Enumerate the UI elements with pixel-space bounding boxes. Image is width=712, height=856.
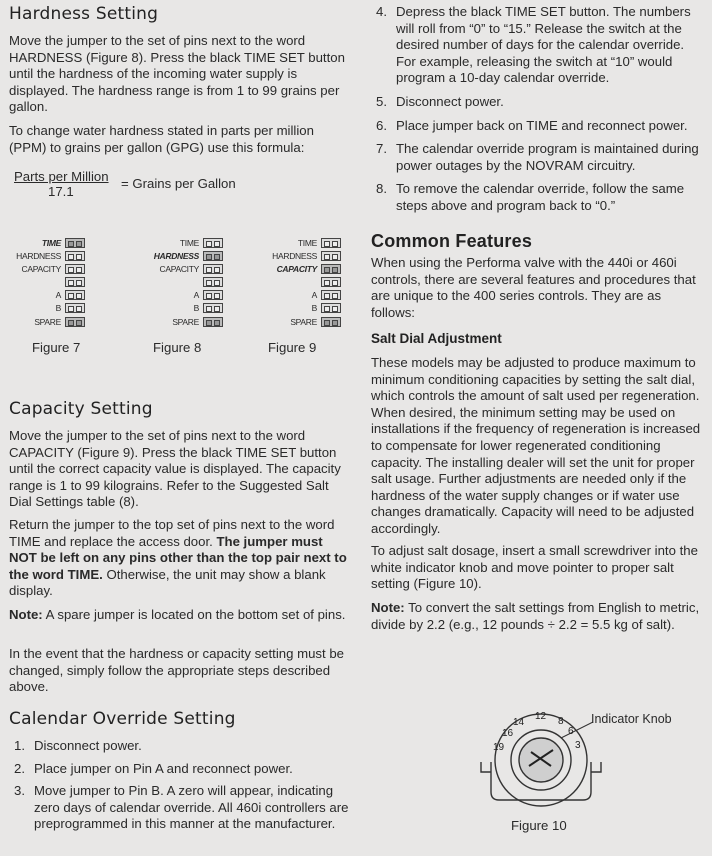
salt-dial-heading: Salt Dial Adjustment bbox=[371, 331, 502, 346]
pin-label-spare: SPARE bbox=[34, 317, 61, 327]
figure-8-caption: Figure 8 bbox=[153, 340, 202, 355]
salt-dial-paragraph-1: These models may be adjusted to produce maximum to minimum conditioning capacities by setting the salt dial, which controls the amount of salt used per regeneration. When desired, the minimum setting may be used on installations if the frequency of regeneration is increased to compensate for lower regenerated conditioning capacity. The installing dealer will set the unit for proper salt usage. Further adjustments are needed only if the hardness of the water supply changes or if water use changes dramatically. Capacity will need to be adjusted accordingly. bbox=[371, 355, 701, 536]
pin-pair bbox=[203, 303, 223, 313]
pin-label-b: B bbox=[193, 303, 199, 313]
figure-9-caption: Figure 9 bbox=[268, 340, 317, 355]
hardness-paragraph-1: Move the jumper to the set of pins next to the word HARDNESS (Figure 8). Press the black TIME SET button until the hardness of the incoming water supply is displayed. The hardness range is from 1 to 99 grains per gallon. bbox=[9, 33, 345, 115]
note-label: Note: bbox=[371, 600, 405, 615]
formula-denominator: 17.1 bbox=[48, 184, 74, 199]
pin-pair bbox=[65, 251, 85, 261]
pin-pair bbox=[321, 251, 341, 261]
dial-number-16: 16 bbox=[502, 728, 514, 739]
note-label: Note: bbox=[9, 607, 43, 622]
figure-8-pin-diagram bbox=[147, 238, 227, 334]
salt-dial-paragraph-2: To adjust salt dosage, insert a small screwdriver into the white indicator knob and move pointer to proper salt setting (Figure 10). bbox=[371, 543, 698, 592]
capacity-p2-warning: The jumper must NOT be left on any pins other than the top pair next to the word TIME. bbox=[9, 533, 347, 582]
pin-label-capacity: CAPACITY bbox=[21, 264, 61, 274]
pin-label-b: B bbox=[311, 303, 317, 313]
dial-number-8: 8 bbox=[558, 716, 564, 727]
spare-jumper-note bbox=[9, 607, 349, 624]
figure-9-pin-diagram bbox=[265, 238, 345, 334]
pin-label-spare: SPARE bbox=[172, 317, 199, 327]
list-item: 5. Disconnect power. bbox=[376, 93, 504, 109]
list-item: 8. To remove the calendar override, follow the same steps above and program back to “0.” bbox=[376, 181, 685, 213]
dial-number-12: 12 bbox=[535, 711, 547, 722]
pin-label-b: B bbox=[55, 303, 61, 313]
pin-label-spare: SPARE bbox=[290, 317, 317, 327]
pin-label-capacity: CAPACITY bbox=[159, 264, 199, 274]
capacity-paragraph-1: Move the jumper to the set of pins next to the word CAPACITY (Figure 9). Press the black TIME SET button until the correct capacity value is displayed. The capacity range is 1 to 99 kilograins. Refer to the Suggested Salt Dial Settings table (8). bbox=[9, 428, 341, 510]
dial-number-19: 19 bbox=[493, 742, 505, 753]
calendar-steps-continued bbox=[371, 4, 707, 215]
pin-pair bbox=[65, 277, 85, 287]
dial-number-6: 6 bbox=[568, 726, 574, 737]
spare-jumper bbox=[65, 317, 85, 327]
list-item: 3. Move jumper to Pin B. A zero will appear, indicating zero days of calendar override. All 460i controllers are preprogrammed in this manner at the manufacturer. bbox=[14, 783, 349, 832]
jumper bbox=[321, 264, 341, 274]
pin-label-capacity: CAPACITY bbox=[276, 264, 317, 274]
capacity-paragraph-2 bbox=[9, 517, 349, 600]
pin-pair bbox=[321, 303, 341, 313]
pin-pair bbox=[65, 290, 85, 300]
pin-pair bbox=[203, 277, 223, 287]
capacity-paragraph-3: In the event that the hardness or capacity setting must be changed, simply follow the appropriate steps described above. bbox=[9, 646, 345, 695]
hardness-paragraph-2: To change water hardness stated in parts per million (PPM) to grains per gallon (GPG) use this formula: bbox=[9, 123, 314, 155]
spare-jumper bbox=[203, 317, 223, 327]
figure-7-caption: Figure 7 bbox=[32, 340, 81, 355]
capacity-p2-text-b: Otherwise, the unit may show a blank display. bbox=[9, 566, 326, 599]
calendar-heading: Calendar Override Setting bbox=[9, 709, 236, 729]
pin-pair bbox=[321, 277, 341, 287]
pin-label-hardness: HARDNESS bbox=[272, 251, 317, 261]
hardness-heading: Hardness Setting bbox=[9, 4, 159, 24]
pin-pair bbox=[203, 238, 223, 248]
spare-jumper bbox=[321, 317, 341, 327]
pin-pair bbox=[321, 238, 341, 248]
pin-label-time: TIME bbox=[41, 238, 61, 248]
jumper bbox=[203, 251, 223, 261]
note-text: A spare jumper is located on the bottom set of pins. bbox=[45, 607, 346, 622]
pin-label-time: TIME bbox=[297, 238, 317, 248]
pin-pair bbox=[203, 290, 223, 300]
capacity-p2-text-a: Return the jumper to the top set of pins next to the word TIME and replace the access door. bbox=[9, 517, 335, 549]
pin-label-a: A bbox=[311, 290, 317, 300]
pin-pair bbox=[65, 303, 85, 313]
calendar-steps-list bbox=[9, 738, 349, 833]
pin-label-a: A bbox=[193, 290, 199, 300]
formula-result: = Grains per Gallon bbox=[121, 176, 236, 191]
dial-number-3: 3 bbox=[575, 740, 581, 751]
figure-7-pin-diagram bbox=[9, 238, 89, 334]
list-item: 6. Place jumper back on TIME and reconnect power. bbox=[376, 117, 688, 133]
formula-numerator: Parts per Million bbox=[14, 169, 109, 184]
ppm-formula bbox=[14, 169, 344, 201]
list-item: 4. Depress the black TIME SET button. The numbers will roll from “0” to “15.” Release the switch at the desired number of days for the calendar override. For example, releasing the switch at “10” would program a 10-day calendar override. bbox=[376, 4, 691, 86]
pin-label-a: A bbox=[55, 290, 61, 300]
indicator-knob-label: Indicator Knob bbox=[591, 712, 672, 726]
common-features-heading: Common Features bbox=[371, 231, 533, 251]
note-text: To convert the salt settings from English to metric, divide by 2.2 (e.g., 12 pounds ÷ 2.2 = 5.5 kg of salt). bbox=[371, 600, 700, 632]
list-item: 2. Place jumper on Pin A and reconnect power. bbox=[14, 760, 293, 776]
jumper bbox=[65, 238, 85, 248]
pin-pair bbox=[321, 290, 341, 300]
common-features-paragraph: When using the Performa valve with the 440i or 460i controls, there are several features and procedures that are unique to the 400 series controls. They are as follows: bbox=[371, 255, 696, 320]
dial-number-14: 14 bbox=[513, 717, 525, 728]
pin-label-time: TIME bbox=[179, 238, 199, 248]
pin-label-hardness: HARDNESS bbox=[153, 251, 199, 261]
metric-note bbox=[371, 600, 707, 633]
pin-pair bbox=[203, 264, 223, 274]
pin-label-hardness: HARDNESS bbox=[16, 251, 61, 261]
figure-10-caption: Figure 10 bbox=[511, 818, 567, 833]
list-item: 7. The calendar override program is maintained during power outages by the NOVRAM circuitry. bbox=[376, 141, 699, 173]
indicator-leader-line bbox=[561, 722, 593, 738]
list-item: 1. Disconnect power. bbox=[14, 738, 142, 753]
pin-pair bbox=[65, 264, 85, 274]
capacity-heading: Capacity Setting bbox=[9, 399, 153, 419]
